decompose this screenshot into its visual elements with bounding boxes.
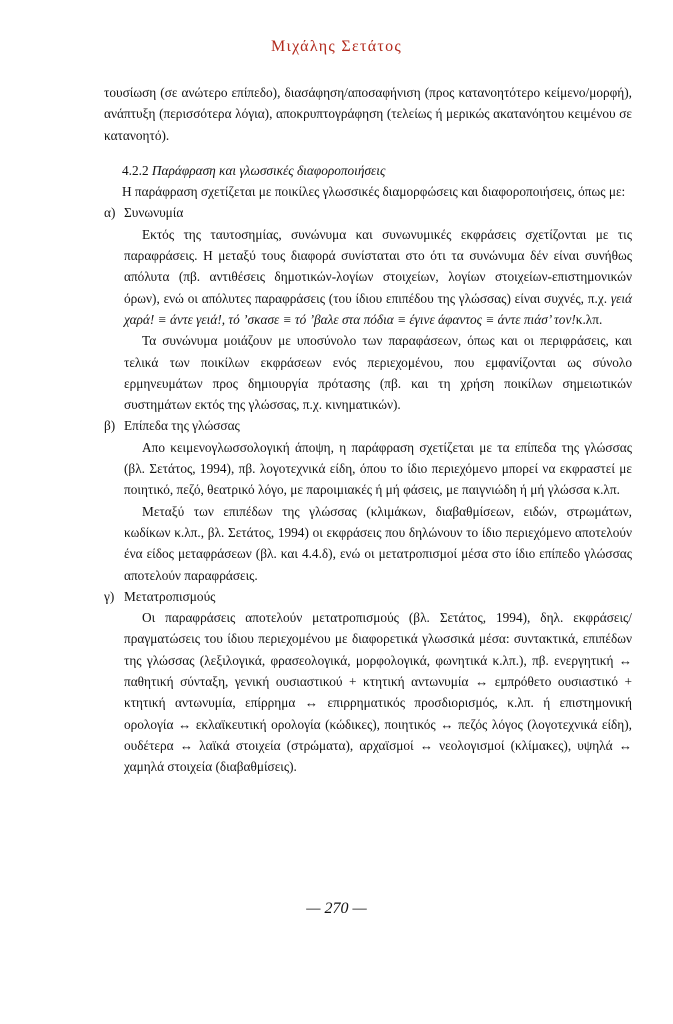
list-item-synonymy <box>104 202 632 415</box>
intro-paragraph: τουσίωση (σε ανώτερο επίπεδο), διασάφηση/αποσαφήνιση (προς κατανοητότερο κείμενο/μορφή), ανάπτυξη (περισσότερα λόγια), αποκρυπτογράφηση (τελείως ή μερικώς ακατανόητου κειμένου σε κατανοητό). <box>104 85 632 143</box>
section-title: Παράφραση και γλωσσικές διαφοροποιήσεις <box>151 162 386 178</box>
item-heading: Μετατροπισμούς <box>124 588 216 604</box>
item-heading: Επίπεδα της γλώσσας <box>124 418 240 434</box>
section-intro: Η παράφραση σχετίζεται με ποικίλες γλωσσικές διαμορφώσεις και διαφοροποιήσεις, όπως με: <box>122 184 626 200</box>
item-label: α) <box>104 205 116 221</box>
item-paragraph: Μεταξύ των επιπέδων της γλώσσας (κλιμάκων, διαβαθμίσεων, ειδών, στρωμάτων, κωδίκων κ.λπ., βλ. Σετάτος, 1994) οι εκφράσεις που δηλώνουν το ίδιο περιεχόμενο αποτελούν ένα είδος μεταφράσεων (βλ. και 4.4.δ), ενώ οι μετατροπισμοί μέσα στο ίδιο επίπεδο γλώσσας αποτελούν παραφράσεις. <box>124 503 632 583</box>
item-label: β) <box>104 418 116 434</box>
page-number: — 270 — <box>306 900 367 917</box>
item-paragraph: Τα συνώνυμα μοιάζουν με υποσύνολο των παραφάσεων, όπως και οι περιφράσεις, και τελικά των ποικίλων εκφράσεων ενός περιεχομένου, που εμφανίζονται ως σύνολο ερμηνευμάτων προς δημιουργία πρότασης (πβ. και τη χρήση ποικίλων σημειωτικών συστημάτων εκτός της γλώσσας, π.χ. κινηματικών). <box>124 333 632 413</box>
page-body <box>104 82 632 778</box>
item-paragraph: Απο κειμενογλωσσολογική άποψη, η παράφραση σχετίζεται με τα επίπεδα της γλώσσας (βλ. Σετάτος, 1994), πβ. λογοτεχνικά είδη, όπου το ίδιο περιεχόμενο μπορεί να εκφραστεί με ποιητικό, πεζό, θεατρικό λόγο, με παροιμιακές ή μή φάσεις, με παιγνιώδη ή μή γλώσσα κ.λπ. <box>124 439 632 498</box>
list-item-transformations <box>104 586 632 778</box>
running-header: Μιχάλης Σετάτος <box>270 38 403 55</box>
item-paragraph: Εκτός της ταυτοσημίας, συνώνυμα και συνωνυμικές εκφράσεις σχετίζονται με τις παραφράσεις. Η μεταξύ τους διαφορά συνίσταται στο ότι τα συνώνυμα δέν είναι συνήθως απόλυτα (πβ. αντιθέσεις δημοτικών-λογίων στοιχείων, λογίων στοιχείων-επιστημονικών όρων), ενώ οι απόλυτες παραφράσεις (του ίδιου επιπέδου της γλώσσας) είναι συχνές, π.χ. γειά χαρά! ≡ άντε γειά!, τό ’σκασε ≡ τό ’βαλε στα πόδια ≡ έγινε άφαντος ≡ άντε πιάσ’ τον!κ.λπ. <box>124 226 632 327</box>
italic-examples: γειά χαρά! ≡ άντε γειά!, τό ’σκασε ≡ τό ’βαλε στα πόδια ≡ έγινε άφαντος ≡ άντε πιάσ’ τον! <box>124 290 632 327</box>
item-paragraph: Οι παραφράσεις αποτελούν μετατροπισμούς (βλ. Σετάτος, 1994), δηλ. εκφράσεις/πραγματώσεις του ίδιου περιεχομένου με διαφορετικά γλωσσικά μέσα: συντακτικά, επιπέδων της γλώσσας (λεξιλογικά, φρασεολογικά, μορφολογικά, φωνητικά κ.λπ.), πβ. ενεργητική ↔ παθητική σύνταξη, γενική ουσιαστικού + κτητική αντωνυμία ↔ εμπρόθετο ουσιαστικό + κτητική αντωνυμία, επίρρημα ↔ επιρρηματικός προσδιορισμός, κ.λπ. ή επιστημονική ορολογία ↔ εκλαϊκευτική ορολογία (κώδικες), ποιητικός ↔ πεζός λόγος (λογοτεχνικά είδη), ουδέτερα ↔ λαϊκά στοιχεία (στρώματα), αρχαϊσμοί ↔ νεολογισμοί (κλίμακες), υψηλά ↔ χαμηλά στοιχεία (διαβαθμίσεις). <box>124 610 632 775</box>
section-heading <box>104 160 632 181</box>
section-number: 4.2.2 <box>122 162 149 178</box>
list-item-language-levels <box>104 415 632 585</box>
item-label: γ) <box>104 588 115 604</box>
item-heading: Συνωνυμία <box>124 205 184 221</box>
